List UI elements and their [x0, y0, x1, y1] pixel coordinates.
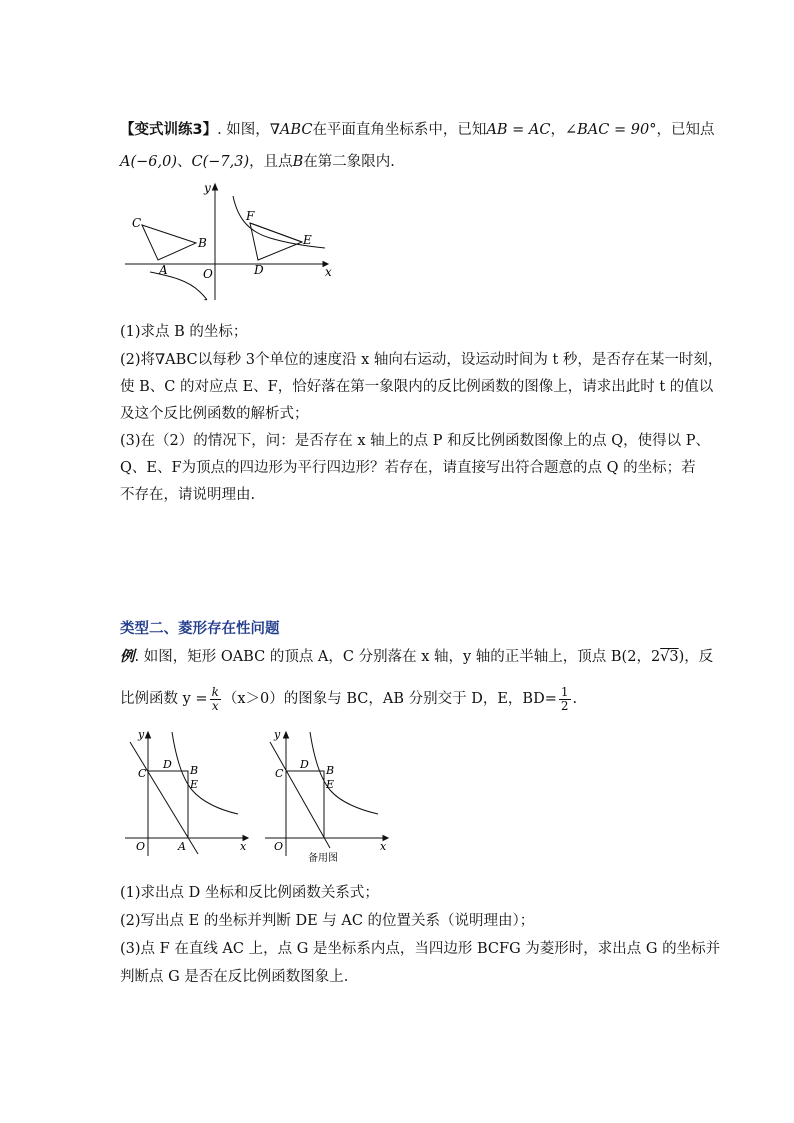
fig3-label-c: C: [275, 767, 284, 780]
fig2-y-arrow: [146, 732, 151, 738]
problem2-question3-line1: (3)点 F 在直线 AC 上，点 G 是坐标系内点，当四边形 BCFG 为菱形时，求出点 G 的坐标并: [120, 941, 721, 957]
fig1-triangle-abc: [142, 225, 196, 260]
fig2-label-y: y: [138, 728, 145, 741]
fig3-label-x: x: [380, 840, 387, 853]
fig1-label-d: D: [254, 263, 264, 277]
fig3-hyperbola: [310, 732, 378, 814]
fig2-label-o: O: [136, 840, 146, 853]
fig3-label-o: O: [274, 840, 284, 853]
fig1-label-f: F: [246, 209, 255, 223]
problem1-question3-line2: Q、E、F为顶点的四边形为平行四边形？若存在，请直接写出符合题意的点 Q 的坐标；若: [120, 460, 696, 476]
problem2-question1: (1)求出点 D 坐标和反比例函数关系式；: [120, 885, 379, 901]
fig1-y-arrow: [213, 184, 218, 190]
fig1-label-a: A: [159, 263, 168, 277]
fig3-y-arrow: [284, 732, 289, 738]
problem1-header: 【变式训练3】: [120, 122, 218, 138]
problem2-question2: (2)写出点 E 的坐标并判断 DE 与 AC 的位置关系（说明理由）；: [120, 913, 535, 929]
fig1-label-o: O: [203, 267, 213, 281]
fig1-label-y: y: [204, 181, 211, 195]
fig3-label-b: B: [326, 764, 335, 777]
figure3-backup-diagram: [260, 728, 395, 868]
fig3-label-d: D: [300, 758, 309, 771]
fig3-label-e: E: [326, 778, 335, 791]
fig1-label-b: B: [198, 236, 207, 250]
problem2-line2: 比例函数 y = $\frac{k}{x}$ （x＞0）的图象与 BC，AB 分别交于 D，E，BD= $\frac{1}{2}$ .: [120, 684, 578, 713]
fig2-label-x: x: [240, 840, 247, 853]
fig2-label-a: A: [178, 840, 186, 853]
figure2-rectangle-diagram: [120, 728, 255, 858]
fig3-label-y: y: [274, 728, 281, 741]
problem1-question2-line1: (2)将∇ABC以每秒 3个单位的速度沿 x 轴向右运动，设运动时间为 t 秒，是否存在某一时刻，: [120, 352, 723, 368]
problem1-question1: (1)求点 B 的坐标；: [120, 324, 248, 340]
problem2-line1: 例. 如图，矩形 OABC 的顶点 A，C 分别落在 x 轴，y 轴的正半轴上，顶点 B(2，2√3)，反: [120, 649, 714, 665]
fig3-caption: 备用图: [308, 853, 338, 864]
problem2-question3-line2: 判断点 G 是否在反比例函数图象上.: [120, 969, 349, 985]
fig1-label-e: E: [303, 233, 312, 247]
problem2-example-label: 例: [120, 649, 135, 665]
problem1-question2-line2: 使 B、C 的对应点 E、F，恰好落在第一象限内的反比例函数的图像上，请求出此时 t 的值以: [120, 379, 714, 395]
fig1-label-x: x: [325, 265, 332, 279]
fig2-label-c: C: [138, 767, 147, 780]
fig2-label-d: D: [163, 758, 172, 771]
problem1-question2-line3: 及这个反比例函数的解析式；: [120, 406, 309, 422]
problem1-line1: 【变式训练3】. 如图，∇ABC在平面直角坐标系中，已知AB = AC，∠BAC = 90°，已知点: [120, 122, 715, 138]
section2-title: 类型二、菱形存在性问题: [120, 621, 280, 637]
fig2-label-b: B: [190, 764, 199, 777]
fig2-hyperbola: [172, 732, 238, 814]
figure1-coordinate-diagram: [120, 180, 340, 305]
fraction-one-half: $\frac{1}{2}$: [560, 684, 569, 713]
problem1-question3-line1: (3)在（2）的情况下，问：是否存在 x 轴上的点 P 和反比例函数图像上的点 Q，使得以 P、: [120, 433, 710, 449]
problem1-question3-line3: 不存在，请说明理由.: [120, 487, 256, 503]
fraction-k-over-x: $\frac{k}{x}$: [211, 684, 219, 713]
fig1-triangle-def: [250, 223, 302, 260]
fig1-label-c: C: [132, 216, 142, 230]
fig2-label-e: E: [190, 778, 199, 791]
problem1-line2: A(−6,0)、C(−7,3)，且点B在第二象限内.: [120, 154, 395, 170]
